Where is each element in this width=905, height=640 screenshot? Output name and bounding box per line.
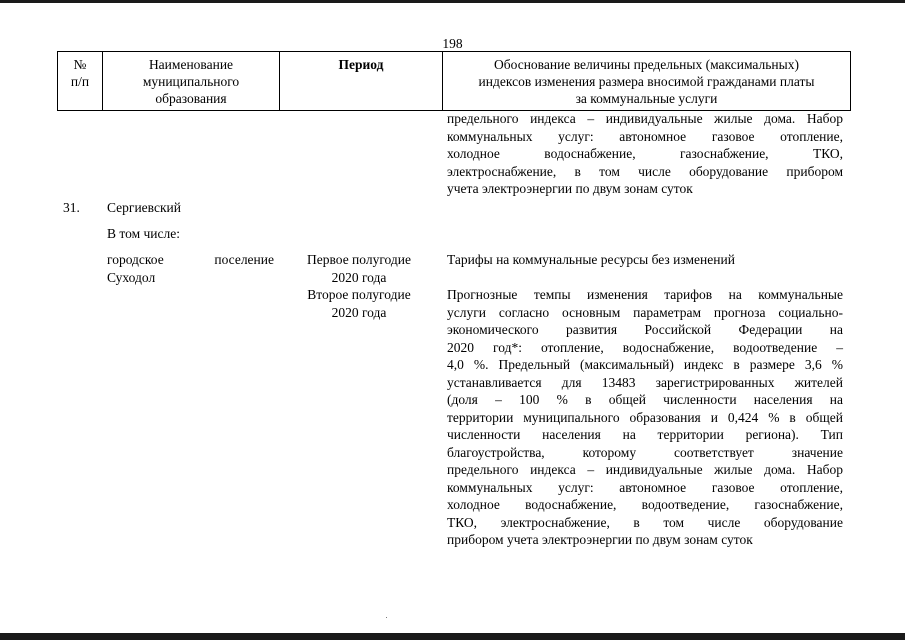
justification-second-half [447,286,843,549]
scan-border-bottom [0,633,905,640]
settlement-word: поселение [214,252,274,267]
header-name-line: Наименование [148,57,234,72]
period-line: Второе полугодие [307,287,411,302]
scan-border-top [0,0,905,3]
header-name-line: образования [155,91,227,106]
text-line: коммунальных услуг: автономное газовое отопление, [447,479,843,495]
justification-first-half: Тарифы на коммунальные ресурсы без изменений [447,252,735,267]
text-line: предельного индекса – индивидуальные жилые дома. Набор [447,462,843,477]
text-line: предельного индекса – индивидуальные жилые дома. Набор [447,111,843,126]
text-line: территории муниципального образования и 0,424 % в общей [447,409,843,425]
row-number: 31. [63,200,80,215]
period-second-half [288,286,430,321]
text-line: численности населения на территории региона). Тип [447,427,843,442]
header-number-line: № [73,57,87,72]
text-line: (доля – 100 % в общей численности населения на [447,392,843,407]
settlement-line: Суходол [107,269,156,285]
text-line: коммунальных услуг: автономное газовое отопление, [447,128,843,144]
including-label: В том числе: [107,226,180,241]
text-line: холодное водоснабжение, газоснабжение, ТКО, [447,146,843,161]
period-line: 2020 года [331,269,387,285]
period-line: 2020 года [331,304,387,320]
header-name-column [103,52,280,111]
text-line: Прогнозные темпы изменения тарифов на коммунальные [447,287,843,302]
text-line: устанавливается для 13483 зарегистрированных жителей [447,374,843,390]
scan-speck [386,617,387,618]
settlement-line [107,251,274,269]
text-line: экономического развития Российской Федерации на [447,322,843,337]
table-header [57,51,851,111]
period-line: Первое полугодие [307,252,411,267]
header-justification-line: за коммунальные услуги [575,91,718,106]
text-line: благоустройства, которому соответствует значение [447,444,843,460]
text-line: учета электроэнергии по двум зонам суток [447,181,693,196]
text-line: ТКО, электроснабжение, в том числе оборудование [447,514,843,530]
period-first-half [288,251,430,286]
header-justification-line: Обоснование величины предельных (максимальных) [494,57,799,72]
text-line: холодное водоснабжение, водоотведение, газоснабжение, [447,497,843,512]
text-line: 2020 год*: отопление, водоснабжение, водоотведение – [447,339,843,355]
municipality-name: Сергиевский [107,200,181,215]
header-justification-column [443,52,851,111]
continued-justification [447,110,843,198]
text-line: услуги согласно основным параметрам прогноза социально- [447,304,843,320]
header-period-column: Период [280,52,443,111]
text-line: электроснабжение, в том числе оборудование прибором [447,163,843,179]
page-number: 198 [442,36,463,51]
settlement-word: городское [107,252,164,267]
text-line: 4,0 %. Предельный (максимальный) индекс в размере 3,6 % [447,357,843,372]
header-name-line: муниципального [142,74,240,89]
header-number-column [58,52,103,111]
header-justification-line: индексов изменения размера вносимой гражданами платы [478,74,815,89]
header-number-line: п/п [70,74,90,89]
settlement-name [107,251,274,286]
text-line: прибором учета электроэнергии по двум зонам суток [447,532,753,547]
